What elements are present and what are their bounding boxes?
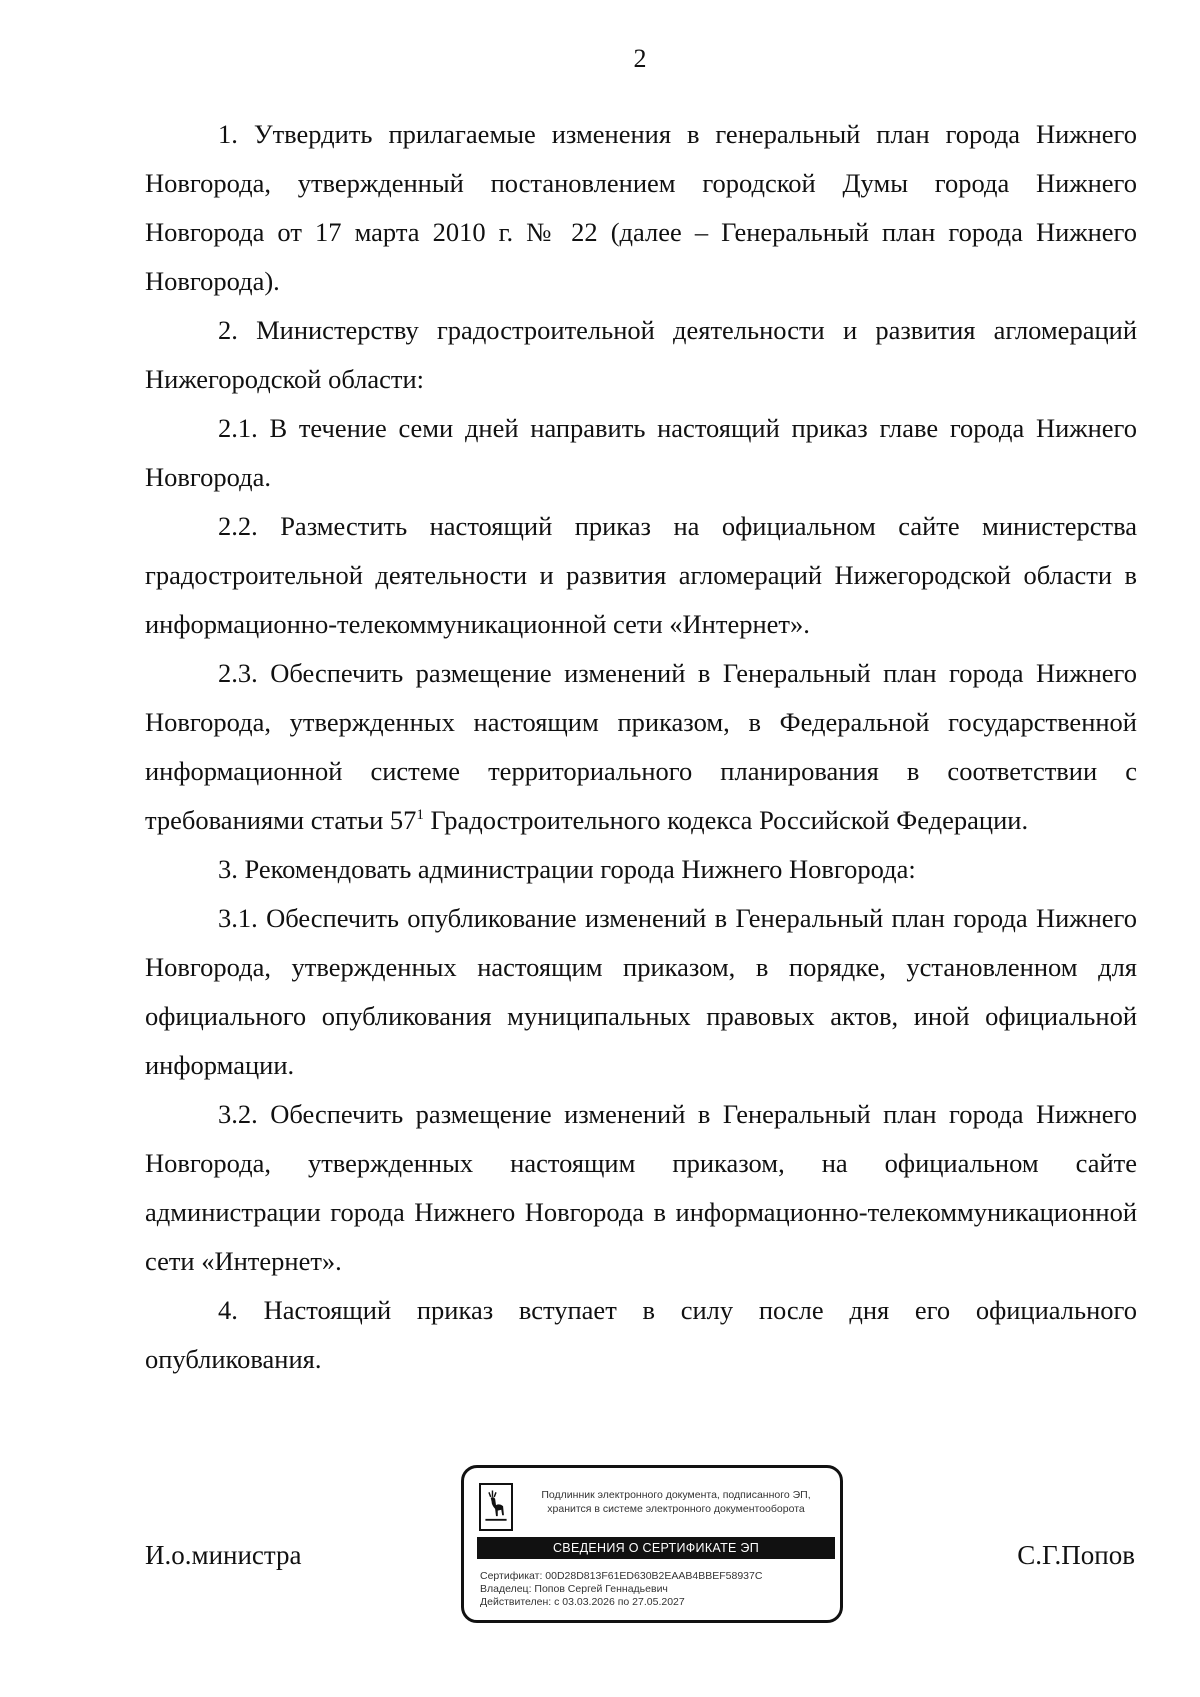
deer-emblem-icon	[479, 1483, 513, 1531]
certificate-number: Сертификат: 00D28D813F61ED630B2EAAB4BBEF58937C	[480, 1570, 763, 1582]
certificate-header: СВЕДЕНИЯ О СЕРТИФИКАТЕ ЭП	[477, 1537, 835, 1559]
signer-name: С.Г.Попов	[1017, 1540, 1135, 1570]
document-body	[145, 110, 1137, 1384]
paragraph-3-1: 3.1. Обеспечить опубликование изменений в Генеральный план города Нижнего Новгорода, утвержденных настоящим приказом, в порядке, установленном для официального опубликования муниципальных правовых актов, иной официальной информации.	[145, 903, 1137, 1080]
paragraph-2-3-text: 2.3. Обеспечить размещение изменений в Генеральный план города Нижнего Новгорода, утвержденных настоящим приказом, в Федеральной государственной информационной системе территориального планирования в соответствии с требованиями статьи 57	[145, 658, 1137, 835]
electronic-signature-stamp	[461, 1465, 843, 1623]
stamp-note-line-1: Подлинник электронного документа, подписанного ЭП,	[541, 1489, 811, 1501]
stamp-note	[526, 1488, 826, 1516]
paragraph-3: 3. Рекомендовать администрации города Нижнего Новгорода:	[218, 854, 916, 884]
article-superscript: 1	[416, 807, 424, 824]
paragraph-3-2: 3.2. Обеспечить размещение изменений в Генеральный план города Нижнего Новгорода, утвержденных настоящим приказом, на официальном сайте администрации города Нижнего Новгорода в информационно-телекоммуникационной сети «Интернет».	[145, 1099, 1137, 1276]
paragraph-2: 2. Министерству градостроительной деятельности и развития агломераций Нижегородской области:	[145, 315, 1137, 394]
paragraph-2-1: 2.1. В течение семи дней направить настоящий приказ главе города Нижнего Новгорода.	[145, 413, 1137, 492]
paragraph-2-3	[145, 649, 1137, 845]
signer-position: И.о.министра	[145, 1540, 302, 1570]
stamp-note-line-2: хранится в системе электронного документооборота	[547, 1503, 805, 1515]
certificate-details	[480, 1570, 830, 1609]
page-number: 2	[633, 44, 647, 73]
paragraph-1: 1. Утвердить прилагаемые изменения в генеральный план города Нижнего Новгорода, утвержденный постановлением городской Думы города Нижнего Новгорода от 17 марта 2010 г. № 22 (далее – Генеральный план города Нижнего Новгорода).	[145, 119, 1137, 296]
paragraph-4: 4. Настоящий приказ вступает в силу после дня его официального опубликования.	[145, 1295, 1137, 1374]
certificate-validity: Действителен: с 03.03.2026 по 27.05.2027	[480, 1596, 685, 1608]
paragraph-2-3-text-end: Градостроительного кодекса Российской Федерации.	[423, 805, 1029, 835]
paragraph-2-2: 2.2. Разместить настоящий приказ на официальном сайте министерства градостроительной деятельности и развития агломераций Нижегородской области в информационно-телекоммуникационной сети «Интернет».	[145, 511, 1137, 639]
certificate-owner: Владелец: Попов Сергей Геннадьевич	[480, 1583, 668, 1595]
